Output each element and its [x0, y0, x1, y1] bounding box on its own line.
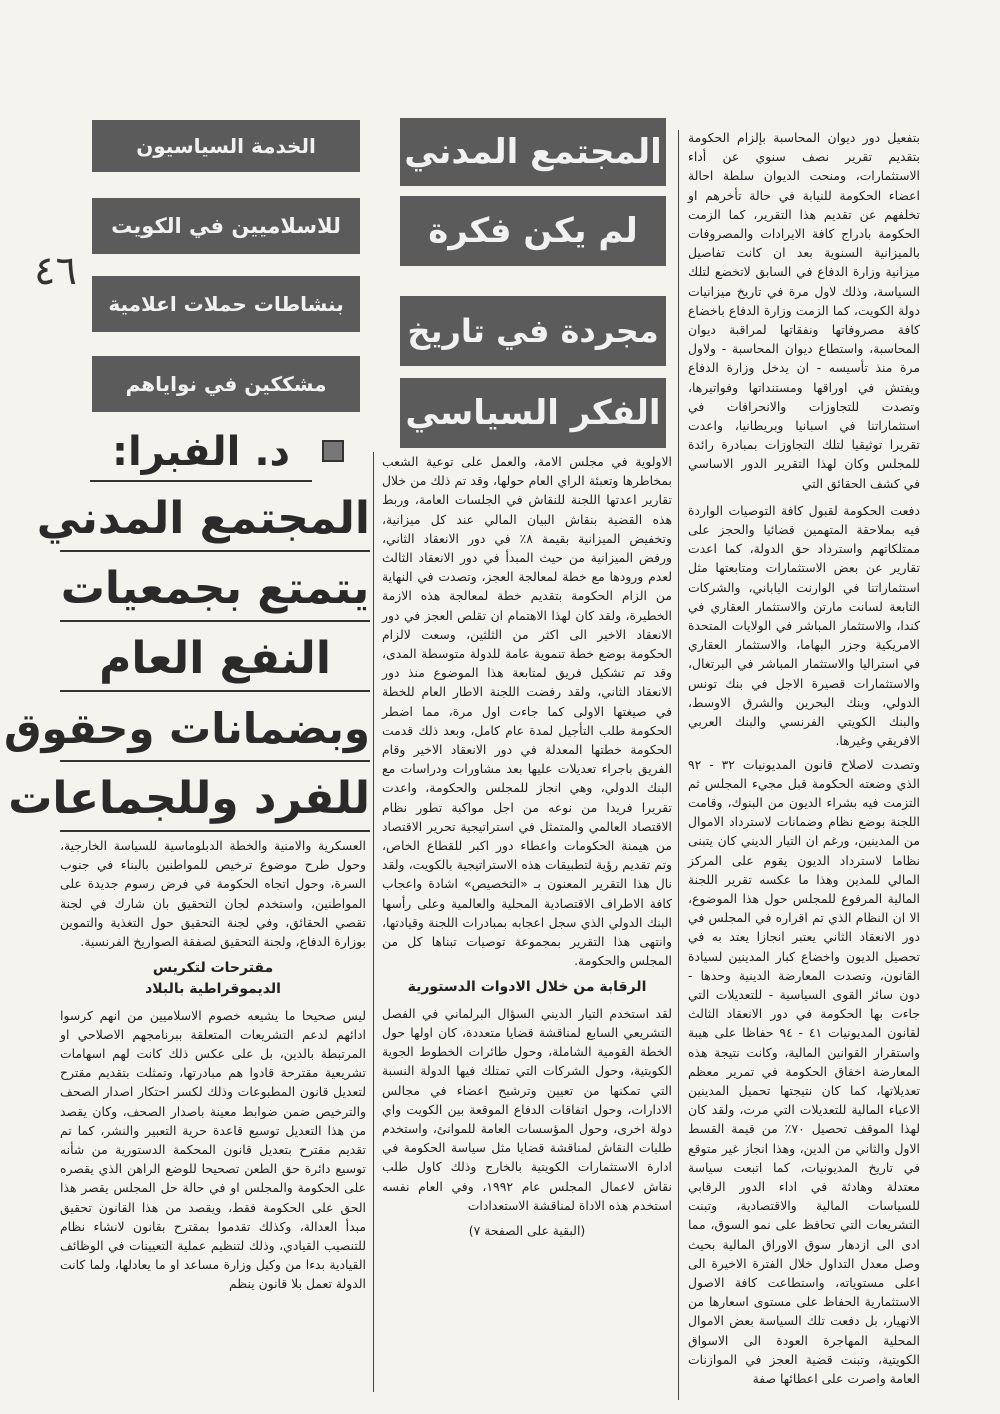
middle-headline-line-1: المجتمع المدني	[400, 118, 666, 186]
left-headline-line-4: مشككين في نواياهم	[92, 356, 360, 412]
middle-headline-line-4: الفكر السياسي	[400, 378, 666, 448]
article-column-middle	[382, 452, 672, 1240]
middle-headline-line-3: مجردة في تاريخ	[400, 296, 666, 366]
paragraph: وتصدت لاصلاح قانون المديونيات ٣٢ - ٩٢ الذي وضعته الحكومة قبل مجيء المجلس ثم التزمت فيه بشراء الديون من البنوك، وقامت اللجنة بوضع نظام وضمانات لاسترداد الاموال من المدينين، ورغم ان التيار الديني كان يتبنى نظاما لاسترداد الديون يقوم على المركز المالي للمدين وهذا ما عكسه تقرير اللجنة المالية المرفوع للمجلس حول هذا الموضوع، الا ان النظام الذي تم اقراره في المجلس في دور الانعقاد الثاني يعتبر انجازا يعتد به في تحصيل الديون واخضاع كبار المدينين لسيادة القانون، وتصدت المعارضة الدينية وحدها - دون سائر القوى السياسية - للتعديلات التي جاءت بها الحكومة في دور الانعقاد الثالث لقانون المديونيات ٤١ - ٩٤ حفاظا على هيبة واستقرار القوانين المالية، وكانت نتيجة هذه المعارضة اخفاق الحكومة في تمرير معظم تعديلاتها، كما كان نتيجتها تحميل المدينين الاعباء المالية للتعديلات التي مرت، ولقد كان لهذا الموقف تحصيل ٧٠٪ من قيمة القسط الاول والثاني من الدين، وهذا انجاز غير متوقع في تاريخ المديونيات، كما اتبعت سياسة معتدلة وهادئة في اداء الدور الرقابي للسياسات المالية والاقتصادية، وتبنت التشريعات التي تحافظ على نمو السوق، مما ادى الى ازدهار سوق الاوراق المالية بحيث وصل معدل التداول خلال الفترة الاخيرة الى اعلى مستوياته، واستطاعت كافة الاصول الاستثمارية الحفاظ على مستوى اسعارها من الانهيار، بل دفعت تلك السياسة بعض الاموال المحلية المهاجرة العودة الى الاسواق الكويتية، وتبنت قضية العجز في الموازنات العامة واصرت على اعطائها صفة	[688, 756, 920, 1386]
column-divider	[373, 452, 374, 1392]
section-subhead: مقترحات لتكريس	[152, 960, 274, 977]
continued-note: (البقية على الصفحة ٧)	[468, 1222, 586, 1238]
article-column-left	[60, 836, 366, 1298]
article-column-right	[688, 128, 920, 1392]
main-headline-line-1: د. الفبرا:	[90, 424, 312, 482]
paragraph: لقد استخدم التيار الديني السؤال البرلماني في الفصل التشريعي السابع لمناقشة قضايا متعددة، كان اولها حول الخطة القومية الشاملة، وحول طائرات الخطوط الجوية الكويتية، وحول الشركات التي تمتلك فيها الدولة النسبة التي تمكنها من تعيين وترشيح اعضاء في مجالس الادارات، وحول اتفاقات الدفاع الموقعة بين الكويت واي دولة اخرى، وحول المؤسسات العامة للموانئ، واستخدم طلبات النقاش لمناقشة قضايا مثل سياسة الحكومة في ادارة الاستثمارات الكويتية بالخارج وذلك كاول طلب نقاش لاعمال المجلس عام ١٩٩٢، وفي العام نفسه استخدم هذه الاداة لمناقشة الاستعدادات	[382, 1005, 672, 1213]
left-headline-line-3: بنشاطات حملات اعلامية	[92, 276, 360, 332]
left-headline-line-2: للاسلاميين في الكويت	[92, 198, 360, 254]
section-subhead: الديموقراطية بالبلاد	[145, 981, 281, 998]
main-headline-line-2: المجتمع المدني	[60, 488, 370, 552]
main-headline-line-3: يتمتع بجمعيات	[60, 558, 370, 622]
paragraph: الاولوية في مجلس الامة، والعمل على توعية الشعب بمخاطرها وتعبئة الراي العام حولها، وقد تم ذلك من خلال تقارير اعدتها اللجنة للنقاش في الجلسات العامة، وربط هذه القضية بنقاش البيان المالي عند كل ميزانية، وتخفيض الميزانية بقيمة ٨٪ في دور الانعقاد الثاني، ورفض الميزانية من حيث المبدأ في دور الانعقاد الثالث لعدم ورودها مع خطة لمعالجة العجز، وتصدت في النهاية من الزام الحكومة بتقديم خطة لمعالجة هذه الازمة الخطيرة، ولقد كان لهذا الاهتمام ان تقلص العجز في دور الانعقاد الاخير الى اكثر من الثلثين، وسعت لالزام الحكومة بوضع خطة تنموية عامة للدولة متوسطة المدى، وقد تم تشكيل فريق لمتابعة هذا الموضوع منذ دور الانعقاد الثاني، ولقد رفضت اللجنة الاطار العام للخطة في صيغتها الاولى كما جاءت اول مرة، مما اضطر الحكومة طلب التأجيل لمدة عام كامل، وبعد ذلك قدمت الحكومة خطتها المعدلة في دور الانعقاد الاخير وقام الفريق باجراء تعديلات عليها بعد مشاورات ودراسات مع البنك الدولي، وهي انجاز للمجلس والحكومة، واعدت تقريرا فريدا من نوعه من اجل مواكبة تطور نظام الاقتصاد العالمي والمتمثل في استراتيجية تحرير الاقتصاد من هيمنة الحكومات واعطاء دور اكبر للقطاع الخاص، وتم تقديم رؤية لتطبيقات هذه الاستراتيجية بالكويت، ولقد نال هذا التقرير المعنون بـ «التخصيص» اشادة واعجاب كافة الاطراف الاقتصادية المحلية والعالمية وعلى رأسها البنك الدولي الذي سجل اعجابه بمبادرات اللجنة وقيادتها، وانتهى هذا التقرير بمجموعة توصيات تبناها كل من المجلس والحكومة.	[382, 454, 672, 969]
section-subhead: الرقابة من خلال الادوات الدستورية	[407, 979, 647, 996]
headline-bullet-icon	[322, 440, 344, 462]
handwritten-mark: ٤٦	[34, 248, 77, 294]
column-divider	[678, 130, 679, 1400]
paragraph: بتفعيل دور ديوان المحاسبة بإلزام الحكومة بتقديم تقرير نصف سنوي عن أداء الاستثمارات، ومنحت الديوان سلطة احالة اعضاء الحكومة للنيابة في حالة تأخرهم او تخلفهم عن تقديم هذا التقرير، كما الزمت الحكومة بادراج كافة الايرادات والمصروفات بالميزانية السنوية بعد ان كانت تفاصيل ميزانية وزارة الدفاع في السابق لاتخضع لتلك السياسة، وذلك لاول مرة في تاريخ ميزانيات دولة الكويت، كما الزمت وزارة الدفاع باخضاع كافة مصروفاتها ونفقاتها لمراقبة ديوان المحاسبة، واستطاع ديوان المحاسبة - ولاول مرة منذ تأسيسه - ان يدخل وزارة الدفاع ويفتش في اوراقها ومستنداتها وفواتيرها، وتصدت للتجاوزات والانحرافات في استثماراتنا في اسبانيا وبريطانيا، واعدت تقريرا توثيقيا لتلك التجاوزات بمبادرة رائدة للمجلس وكان لهذا التقرير الدور الاساسي في كشف الحقائق التي	[688, 130, 920, 491]
paragraph: ليس صحيحا ما يشيعه خصوم الاسلاميين من انهم كرسوا ادائهم لدعم التشريعات المتعلقة ببرنامجهم الاصلاحي او المرتبطة بالدين، بل على عكس ذلك كانت لهم اسهامات تشريعية مقترحة قادوا هم مبادرتها، وتمثلت بتقديم مقترح لتعديل قانون المطبوعات وذلك لكسر احتكار اصدار الصحف والترخيص ضمن ضوابط معينة باصدار الصحف، وكان يقصد من هذا التعديل توسيع قاعدة حرية التعبير والنشر، كما تم تقديم مقترح بتعديل قانون المحكمة الدستورية من شأنه توسيع دائرة حق الطعن تصحيحا للوضع الراهن الذي يقصره على الحكومة والمجلس او في حالة حل المجلس يقصر هذا الحق على الحكومة فقط، ويقصد من هذا القانون تحقيق مبدأ العدالة، وكذلك تقدموا بمقترح بقانون لانشاء نظام للتنصيب القيادي، وذلك لتنظيم عملية التعيينات في الوظائف القيادية بدءا من وكيل وزارة مساعد او ما يعادلها، ولما كانت الدولة تعمل بلا قانون ينظم	[60, 1007, 366, 1292]
paragraph: دفعت الحكومة لقبول كافة التوصيات الواردة فيه بملاحقة المتهمين قضائيا والحجز على ممتلكاتهم واسترداد حق الدولة، كما اعدت تقارير عن بعض الاستثمارات ومتابعتها مثل استثماراتنا في الوارنت الياباني، والشركات التابعة لسانت مارتن والاستثمار العقاري في كندا، والاستثمار المباشر في الولايات المتحدة الامريكية وجزر البهاما، والاستثمار العقاري في استراليا والاستثمار المباشر في البرتغال، والاستثمارات قصيرة الاجل في بنك تونس الدولي، وبنك البحرين والشرق الاوسط، والبنك الكويتي الفرنسي والبنك العربي الافريقي وغيرها.	[688, 502, 920, 749]
left-headline-line-1: الخدمة السياسيون	[92, 120, 360, 172]
paragraph: العسكرية والامنية والخطة الدبلوماسية للسياسة الخارجية، وحول طرح موضوع ترخيص للمواطنين بالبناء في جنوب السرة، وحول اتجاه الحكومة في فرض رسوم جديدة على المواطنين، واستخدم لجان التحقيق بان شارك في لجنة تقصي الحقائق، وفي لجنة التحقيق حول التغذية والتموين بوزارة الدفاع، ولجنة التحقيق لصفقة الصواريخ الفرنسية.	[60, 838, 366, 950]
main-headline-line-6: للفرد وللجماعات	[60, 768, 370, 832]
main-headline-line-5: وبضمانات وحقوق	[60, 698, 370, 762]
main-headline-line-4: النفع العام	[60, 628, 370, 692]
middle-headline-line-2: لم يكن فكرة	[400, 196, 666, 266]
